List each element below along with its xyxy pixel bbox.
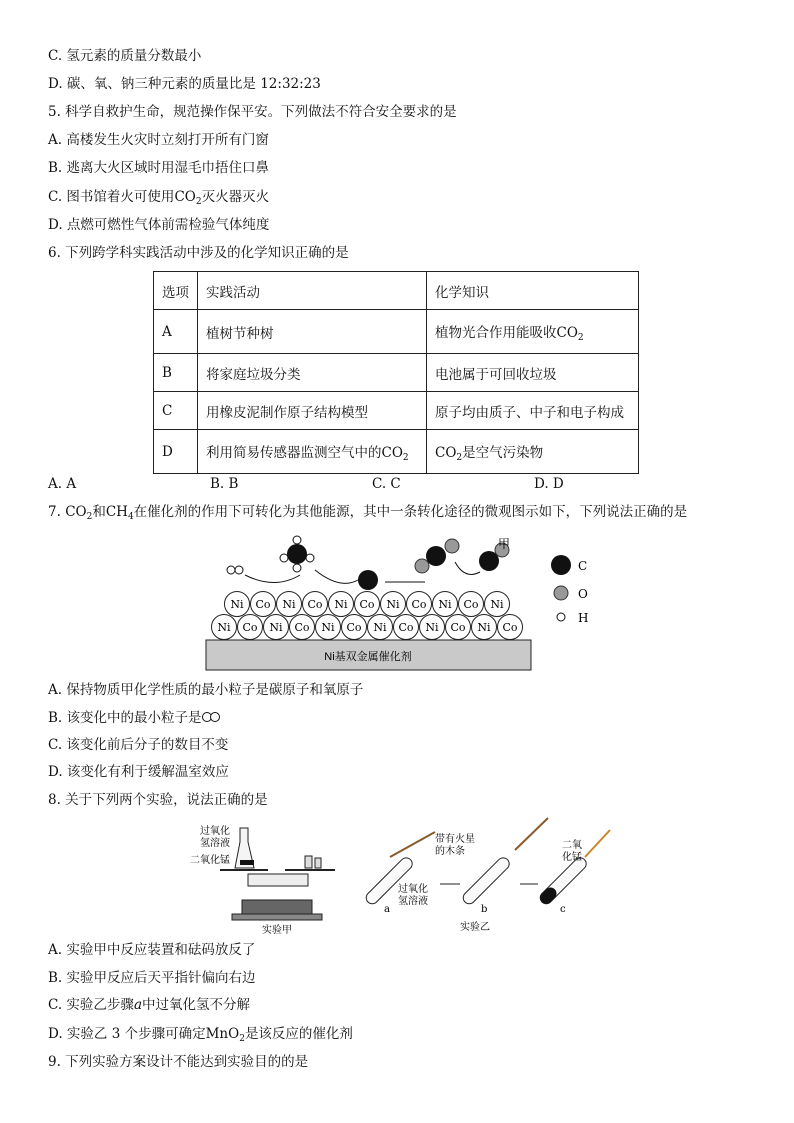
label-splint: 带有火星: [435, 834, 475, 845]
q4-option-c: C. 氢元素的质量分数最小: [48, 48, 202, 64]
ni-label: Ni: [490, 598, 504, 611]
q8c-variable: a: [133, 997, 142, 1013]
co-label: Co: [359, 598, 375, 611]
c-atom: [358, 570, 378, 590]
q5-option-a: A. 高楼发生火灾时立刻打开所有门窗: [48, 132, 269, 148]
q7-ch4: CH: [105, 504, 128, 520]
splint: [390, 832, 435, 857]
table-row: [154, 310, 639, 354]
question-5: 5. 科学自救护生命，规范操作保平安。下列做法不符合安全要求的是: [48, 104, 457, 120]
cell-subscript: 2: [402, 452, 409, 463]
cell-subscript: 2: [577, 332, 584, 343]
table-cell: A: [154, 310, 198, 354]
co-label: Co: [346, 621, 362, 634]
q5-option-b: B. 逃离大火区域时用湿毛巾捂住口鼻: [48, 160, 270, 176]
co-label: Co: [411, 598, 427, 611]
q6-table: [153, 271, 639, 474]
co-label: Co: [450, 621, 466, 634]
catalyst-base-label: Ni基双金属催化剂: [324, 651, 412, 663]
label-h2o2: 过氧化: [200, 826, 230, 837]
question-6: 6. 下列跨学科实践活动中涉及的化学知识正确的是: [48, 245, 349, 261]
q6-option-c: C. C: [372, 476, 401, 492]
q7-co2-sub: 2: [86, 512, 93, 522]
table-header: 选项: [154, 272, 198, 310]
weight: [315, 858, 321, 868]
label-exp2: 实验乙: [460, 922, 490, 933]
q8c-text: C. 实验乙步骤: [48, 997, 134, 1013]
q5c-subscript: 2: [195, 197, 202, 207]
table-header-row: [154, 272, 639, 310]
o-atom: [445, 539, 459, 553]
q7-text: 在催化剂的作用下可转化为其他能源，其中一条转化途径的微观图示如下，下列说法正确的是: [133, 504, 688, 520]
q8-option-a: A. 实验甲中反应装置和砝码放反了: [48, 942, 256, 958]
label-mno2b: 二氧: [562, 840, 582, 851]
table-cell: C: [154, 392, 198, 430]
table-row: [154, 430, 639, 474]
catalyst-top-row: [225, 592, 510, 617]
label-h2o2-2: 氢溶液: [200, 838, 230, 849]
weight: [305, 856, 312, 868]
table-cell: [198, 430, 427, 474]
co-label: Co: [294, 621, 310, 634]
table-cell: D: [154, 430, 198, 474]
table-cell: [427, 310, 639, 354]
arrow: [315, 570, 358, 583]
cell-text: 利用简易传感器监测空气中的CO: [206, 444, 403, 461]
cell-formula: CO: [556, 324, 578, 341]
ni-label: Ni: [269, 621, 283, 634]
balance-beam: [248, 874, 308, 886]
q6-option-d: D. D: [534, 476, 564, 492]
label-step-a: a: [384, 904, 390, 915]
cell-text: 植物光合作用能吸收: [435, 324, 557, 341]
co-label: Co: [398, 621, 414, 634]
h-atom: [293, 536, 301, 544]
q8-option-d: [48, 1024, 353, 1049]
ni-label: Ni: [373, 621, 387, 634]
molecule-jia-label: 甲: [498, 537, 511, 551]
table-header: 实践活动: [198, 272, 427, 310]
table-row: [154, 354, 639, 392]
h-atom: [280, 554, 288, 562]
table-cell: B: [154, 354, 198, 392]
q7-ch4-sub: 4: [127, 512, 134, 522]
label-splint-2: 的木条: [435, 846, 465, 857]
table-row: [154, 392, 639, 430]
mno2-in-flask: [240, 860, 254, 865]
arrow: [245, 575, 300, 583]
table-cell: 将家庭垃圾分类: [198, 354, 427, 392]
label-step-b: b: [481, 904, 488, 915]
legend-o-label: O: [578, 587, 588, 601]
q5-option-d: D. 点燃可燃性气体前需检验气体纯度: [48, 217, 270, 233]
c-atom: [426, 546, 446, 566]
table-cell: [427, 430, 639, 474]
label-h2o2b: 过氧化: [398, 884, 428, 895]
legend-c-icon: [551, 555, 571, 575]
label-mno2b-2: 化锰: [562, 852, 582, 863]
cell-subscript: 2: [456, 452, 463, 463]
question-7: [48, 502, 687, 527]
label-h2o2b-2: 氢溶液: [398, 896, 428, 907]
balance-foot: [232, 914, 322, 920]
cell-text: 是空气污染物: [462, 444, 544, 461]
c-atom: [287, 544, 307, 564]
q7-option-a: A. 保持物质甲化学性质的最小粒子是碳原子和氧原子: [48, 682, 364, 698]
q8c-text-post: 中过氧化氢不分解: [142, 997, 250, 1013]
q8-option-c: [48, 995, 250, 1015]
splint-burning: [585, 830, 610, 857]
q7-co2: CO: [65, 504, 87, 520]
table-cell: 植树节种树: [198, 310, 427, 354]
co-label: Co: [242, 621, 258, 634]
ni-label: Ni: [477, 621, 491, 634]
table-cell: 用橡皮泥制作原子结构模型: [198, 392, 427, 430]
question-8: 8. 关于下列两个实验，说法正确的是: [48, 792, 268, 808]
q8d-subscript: 2: [239, 1034, 245, 1044]
q8d-text-post: 是该反应的催化剂: [244, 1026, 353, 1042]
q7-option-c: C. 该变化前后分子的数目不变: [48, 737, 229, 753]
q7-option-b: [48, 708, 222, 728]
tube-b: [461, 855, 512, 906]
label-exp1: 实验甲: [262, 925, 292, 936]
co-label: Co: [463, 598, 479, 611]
co-label: Co: [255, 598, 271, 611]
hh-molecule-icon: [202, 711, 222, 723]
ni-label: Ni: [425, 621, 439, 634]
ni-label: Ni: [438, 598, 452, 611]
q5c-text-post: 灭火器灭火: [201, 189, 270, 205]
ni-label: Ni: [321, 621, 335, 634]
legend-h-icon: [557, 613, 565, 621]
arrow: [455, 562, 480, 574]
ni-label: Ni: [334, 598, 348, 611]
experiment-diagram: [190, 812, 620, 937]
q6-option-b: B. B: [210, 476, 239, 492]
q8d-formula: MnO: [205, 1026, 240, 1042]
table-header: 化学知识: [427, 272, 639, 310]
q7b-text: B. 该变化中的最小粒子是: [48, 710, 202, 726]
label-mno2: 二氧化锰: [190, 855, 230, 866]
ni-label: Ni: [217, 621, 231, 634]
catalyst-bottom-row: [212, 615, 523, 640]
catalyst-diagram: [200, 530, 610, 675]
h-atom: [235, 566, 243, 574]
q8-option-b: B. 实验甲反应后天平指针偏向右边: [48, 970, 256, 986]
co-label: Co: [502, 621, 518, 634]
legend-c-label: C: [578, 559, 588, 573]
question-9: 9. 下列实验方案设计不能达到实验目的的是: [48, 1054, 309, 1070]
q5-option-c: [48, 187, 269, 212]
h-atom: [227, 566, 235, 574]
legend-o-icon: [554, 586, 568, 600]
co-label: Co: [307, 598, 323, 611]
table-cell: 原子均由质子、中子和电子构成: [427, 392, 639, 430]
spatula: [515, 818, 548, 850]
o-atom: [415, 559, 429, 573]
q7-and: 和: [92, 504, 106, 520]
q5c-formula: CO: [174, 189, 196, 205]
q7-option-d: D. 该变化有利于缓解温室效应: [48, 764, 229, 780]
q8d-text: D. 实验乙 3 个步骤可确定: [48, 1026, 206, 1042]
q7-number: 7.: [48, 504, 61, 520]
cell-formula: CO: [435, 444, 457, 461]
legend-h-label: H: [578, 611, 589, 625]
q6-option-a: A. A: [48, 476, 77, 492]
ni-label: Ni: [282, 598, 296, 611]
label-step-c: c: [560, 904, 566, 915]
q4-option-d: D. 碳、氧、钠三种元素的质量比是 12:32:23: [48, 76, 321, 92]
q5c-text: C. 图书馆着火可使用: [48, 189, 175, 205]
ni-label: Ni: [230, 598, 244, 611]
h-atom: [293, 564, 301, 572]
ni-label: Ni: [386, 598, 400, 611]
h-atom: [306, 554, 314, 562]
table-cell: 电池属于可回收垃圾: [427, 354, 639, 392]
